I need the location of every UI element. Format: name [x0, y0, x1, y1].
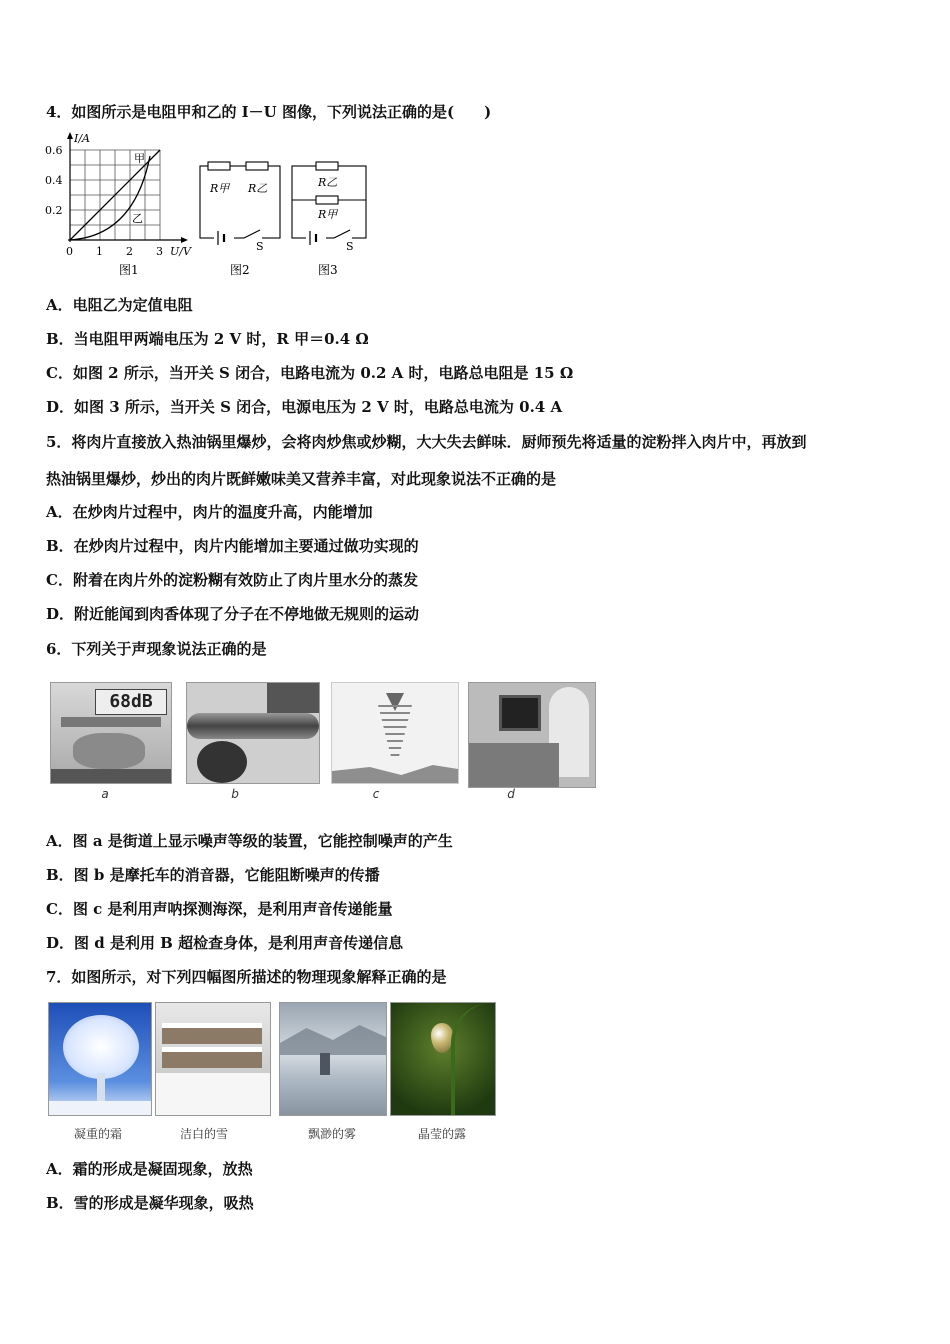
figure-caption: 图2	[230, 263, 250, 277]
circuit-parallel-figure	[288, 160, 370, 278]
curve-jia-label: 甲	[134, 152, 145, 165]
iu-graph-figure	[44, 130, 204, 278]
q4-option-a: A．电阻乙为定值电阻	[46, 296, 193, 314]
photo-caption: b	[231, 787, 239, 801]
resistor-r-jia	[208, 162, 230, 170]
photo-caption: 洁白的雪	[179, 1127, 228, 1141]
photo-noise-display	[50, 682, 172, 784]
q5-stem-line1: 5．将肉片直接放入热油锅里爆炒，会将肉炒焦或炒糊，大大失去鲜味．厨师预先将适量的淀粉拌入肉片中，再放到	[46, 433, 807, 451]
resistor-label: R甲	[318, 208, 338, 221]
photo-frost-tree	[48, 1002, 152, 1116]
y-tick-label: 0.4	[45, 174, 63, 187]
x-axis-label: U/V	[170, 245, 191, 258]
photo-caption: 凝重的霜	[73, 1127, 122, 1141]
q7-option-b: B．雪的形成是凝华现象，吸热	[46, 1194, 254, 1212]
resistor-label: R乙	[248, 182, 268, 195]
y-axis-arrow-icon	[67, 132, 73, 139]
x-tick-label: 2	[126, 245, 133, 258]
q5-option-c: C．附着在肉片外的淀粉糊有效防止了肉片里水分的蒸发	[46, 571, 418, 589]
photo-b-ultrasound	[468, 682, 596, 788]
q6-option-b: B．图 b 是摩托车的消音器，它能阻断噪声的传播	[46, 866, 380, 884]
photo-snow-bench	[155, 1002, 271, 1116]
q4-option-c: C．如图 2 所示，当开关 S 闭合，电路电流为 0.2 A 时，电路总电阻是 15 Ω	[46, 364, 574, 382]
photo-sonar-sounding	[331, 682, 459, 784]
photo-caption: d	[507, 787, 515, 801]
resistor-label: R甲	[210, 182, 230, 195]
q6-option-d: D．图 d 是利用 B 超检查身体，是利用声音传递信息	[46, 934, 404, 952]
photo-caption: 飘渺的雾	[307, 1127, 356, 1141]
resistor-label: R乙	[318, 176, 338, 189]
q4-stem: 4．如图所示是电阻甲和乙的 I－U 图像，下列说法正确的是( )	[46, 103, 492, 121]
photo-caption: a	[101, 787, 109, 801]
figure-caption: 图1	[119, 263, 139, 277]
photo-fog-lake	[279, 1002, 387, 1116]
x-tick-label: 0	[66, 245, 73, 258]
q5-option-a: A．在炒肉片过程中，肉片的温度升高，内能增加	[46, 503, 373, 521]
resistor-r-yi	[316, 162, 338, 170]
y-tick-label: 0.2	[45, 204, 63, 217]
photo-dew-drop	[390, 1002, 496, 1116]
switch-label: S	[256, 240, 264, 253]
x-tick-label: 3	[156, 245, 163, 258]
y-axis-label: I/A	[74, 132, 90, 145]
x-axis-arrow-icon	[181, 237, 188, 243]
resistor-r-yi	[246, 162, 268, 170]
curve-yi-label: 乙	[132, 212, 143, 225]
q5-option-b: B．在炒肉片过程中，肉片内能增加主要通过做功实现的	[46, 537, 419, 555]
q7-option-a: A．霜的形成是凝固现象，放热	[46, 1160, 253, 1178]
q7-stem: 7．如图所示，对下列四幅图所描述的物理现象解释正确的是	[46, 968, 447, 986]
q5-option-d: D．附近能闻到肉香体现了分子在不停地做无规则的运动	[46, 605, 420, 623]
x-tick-label: 1	[96, 245, 103, 258]
db-readout: 68dB	[95, 689, 167, 715]
photo-caption: c	[372, 787, 380, 801]
q6-stem: 6．下列关于声现象说法正确的是	[46, 640, 267, 658]
photo-caption: 晶莹的露	[417, 1127, 466, 1141]
q6-option-a: A．图 a 是街道上显示噪声等级的装置，它能控制噪声的产生	[46, 832, 453, 850]
y-tick-label: 0.6	[45, 144, 63, 157]
circuit-series-figure	[196, 160, 284, 278]
switch-label: S	[346, 240, 354, 253]
resistor-r-jia	[316, 196, 338, 204]
q5-stem-line2: 热油锅里爆炒，炒出的肉片既鲜嫩味美又营养丰富，对此现象说法不正确的是	[46, 470, 557, 488]
q4-option-d: D．如图 3 所示，当开关 S 闭合，电源电压为 2 V 时，电路总电流为 0.4 A	[46, 398, 563, 416]
photo-motorcycle-muffler	[186, 682, 320, 784]
q6-option-c: C．图 c 是利用声呐探测海深，是利用声音传递能量	[46, 900, 393, 918]
figure-caption: 图3	[318, 263, 338, 277]
q4-option-b: B．当电阻甲两端电压为 2 V 时，R 甲＝0.4 Ω	[46, 330, 369, 348]
